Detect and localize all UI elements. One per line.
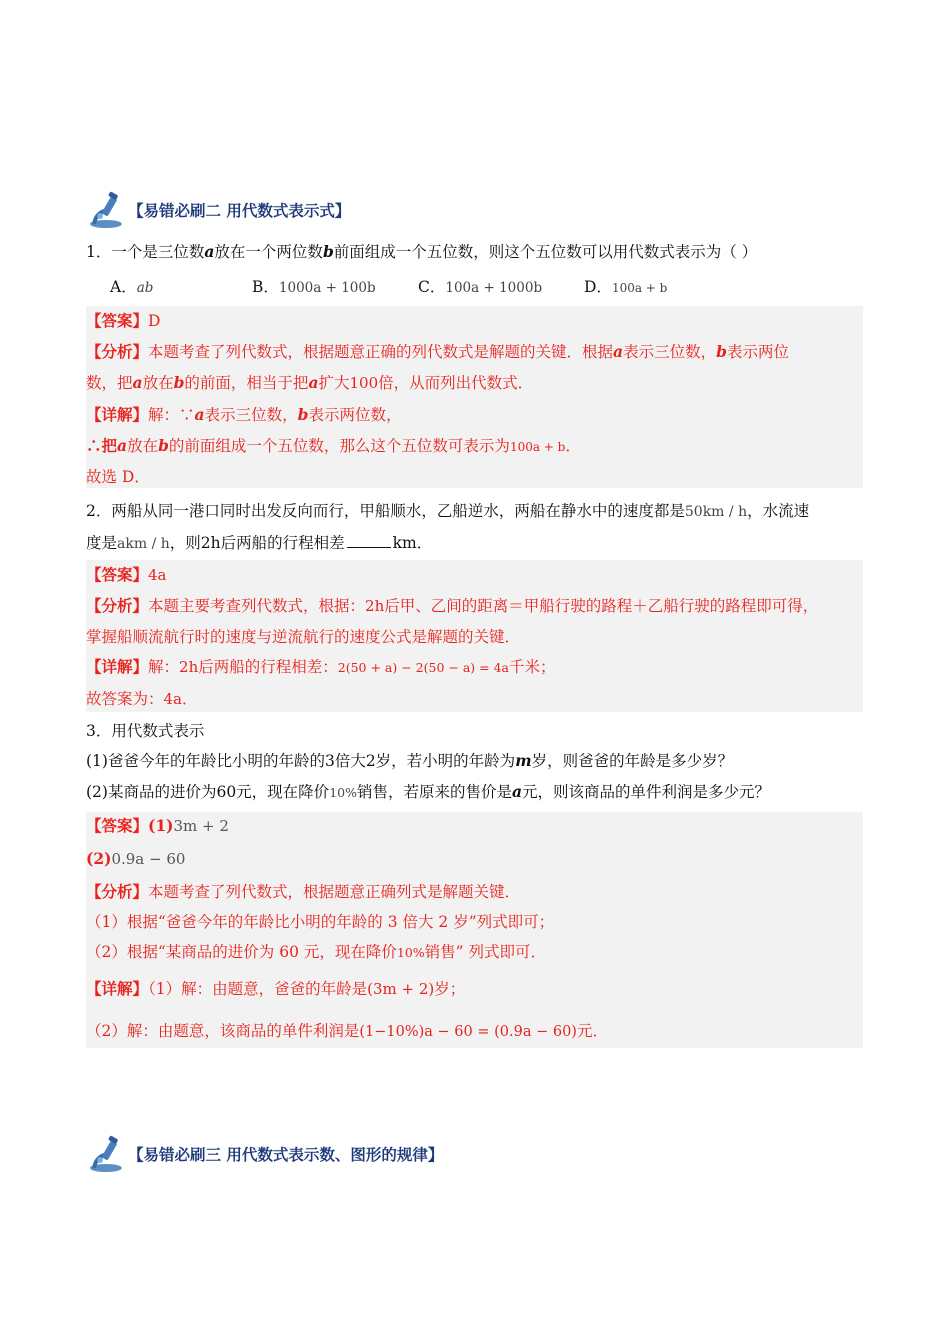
answer-line-2: (2)0.9a − 60 bbox=[86, 849, 186, 868]
analysis-line-2: 数，把a放在b的前面，相当于把a扩大100倍，从而列出代数式． bbox=[86, 373, 534, 392]
question-1-stem: 1．一个是三位数a放在一个两位数b前面组成一个五位数，则这个五位数可以用代数式表示为（ ） bbox=[86, 242, 758, 261]
answer-line: 【答案】4a bbox=[86, 565, 167, 584]
section-title: 【易错必刷二 用代数式表示式】 bbox=[128, 201, 351, 220]
analysis-line-3: （2）根据“某商品的进价为 60 元，现在降价10%销售” 列式即可． bbox=[86, 943, 547, 961]
question-3-part-1: (1)爸爸今年的年龄比小明的年龄的3倍大2岁，若小明的年龄为m岁，则爸爸的年龄是多少岁？ bbox=[86, 751, 734, 770]
conclusion-line: 故选 D． bbox=[86, 468, 150, 486]
microscope-icon bbox=[86, 1134, 126, 1174]
conclusion-line: 故答案为：4a． bbox=[86, 690, 198, 708]
analysis-line-1: 【分析】本题考查了列代数式，根据题意正确列式是解题关键． bbox=[86, 882, 521, 901]
detail-line-2: （2）解：由题意，该商品的单件利润是(1−10%)a − 60 = (0.9a − 60)元． bbox=[86, 1022, 608, 1040]
detail-line-1: 【详解】解：∵a表示三位数，b表示两位数， bbox=[86, 405, 402, 424]
question-3-stem: 3．用代数式表示 bbox=[86, 722, 205, 740]
detail-line-1: 【详解】解：2h后两船的行程相差：2(50 + a) − 2(50 − a) = 4a千米； bbox=[86, 657, 556, 676]
question-2-stem-1: 2．两船从同一港口同时出发反向而行，甲船顺水，乙船逆水，两船在静水中的速度都是50km / h，水流速 bbox=[86, 502, 810, 520]
section-title: 【易错必刷三 用代数式表示数、图形的规律】 bbox=[128, 1145, 444, 1164]
answer-line: 【答案】D bbox=[86, 311, 161, 330]
question-3-part-2: (2)某商品的进价为60元，现在降价10%销售，若原来的售价是a元，则该商品的单件利润是多少元？ bbox=[86, 782, 771, 801]
detail-line-2: ∴把a放在b的前面组成一个五位数，那么这个五位数可表示为100a + b． bbox=[86, 436, 581, 455]
option-c: C．100a + 1000b bbox=[418, 278, 543, 296]
microscope-icon bbox=[86, 190, 126, 230]
option-d: D．100a + b bbox=[584, 278, 668, 296]
section-header-2 bbox=[86, 190, 350, 230]
analysis-line-1: 【分析】本题考查了列代数式，根据题意正确的列代数式是解题的关键．根据a表示三位数，b表示两位 bbox=[86, 342, 789, 361]
section-header-3 bbox=[86, 1134, 443, 1174]
analysis-line-1: 【分析】本题主要考查列代数式，根据：2h后甲、乙间的距离＝甲船行驶的路程＋乙船行驶的路程即可得， bbox=[86, 596, 819, 615]
answer-blank bbox=[347, 533, 391, 548]
option-a: A．ab bbox=[110, 278, 154, 296]
analysis-line-2: （1）根据“爸爸今年的年龄比小明的年龄的 3 倍大 2 岁”列式即可； bbox=[86, 913, 555, 931]
detail-line-1: 【详解】（1）解：由题意，爸爸的年龄是(3m + 2)岁； bbox=[86, 979, 466, 998]
option-b: B．1000a + 100b bbox=[252, 278, 376, 296]
question-2-stem-2: 度是akm / h，则2h后两船的行程相差 km． bbox=[86, 534, 433, 552]
answer-box-1 bbox=[86, 306, 863, 488]
answer-line-1: 【答案】(1)3m + 2 bbox=[86, 816, 229, 835]
analysis-line-2: 掌握船顺流航行时的速度与逆流航行的速度公式是解题的关键． bbox=[86, 628, 521, 646]
